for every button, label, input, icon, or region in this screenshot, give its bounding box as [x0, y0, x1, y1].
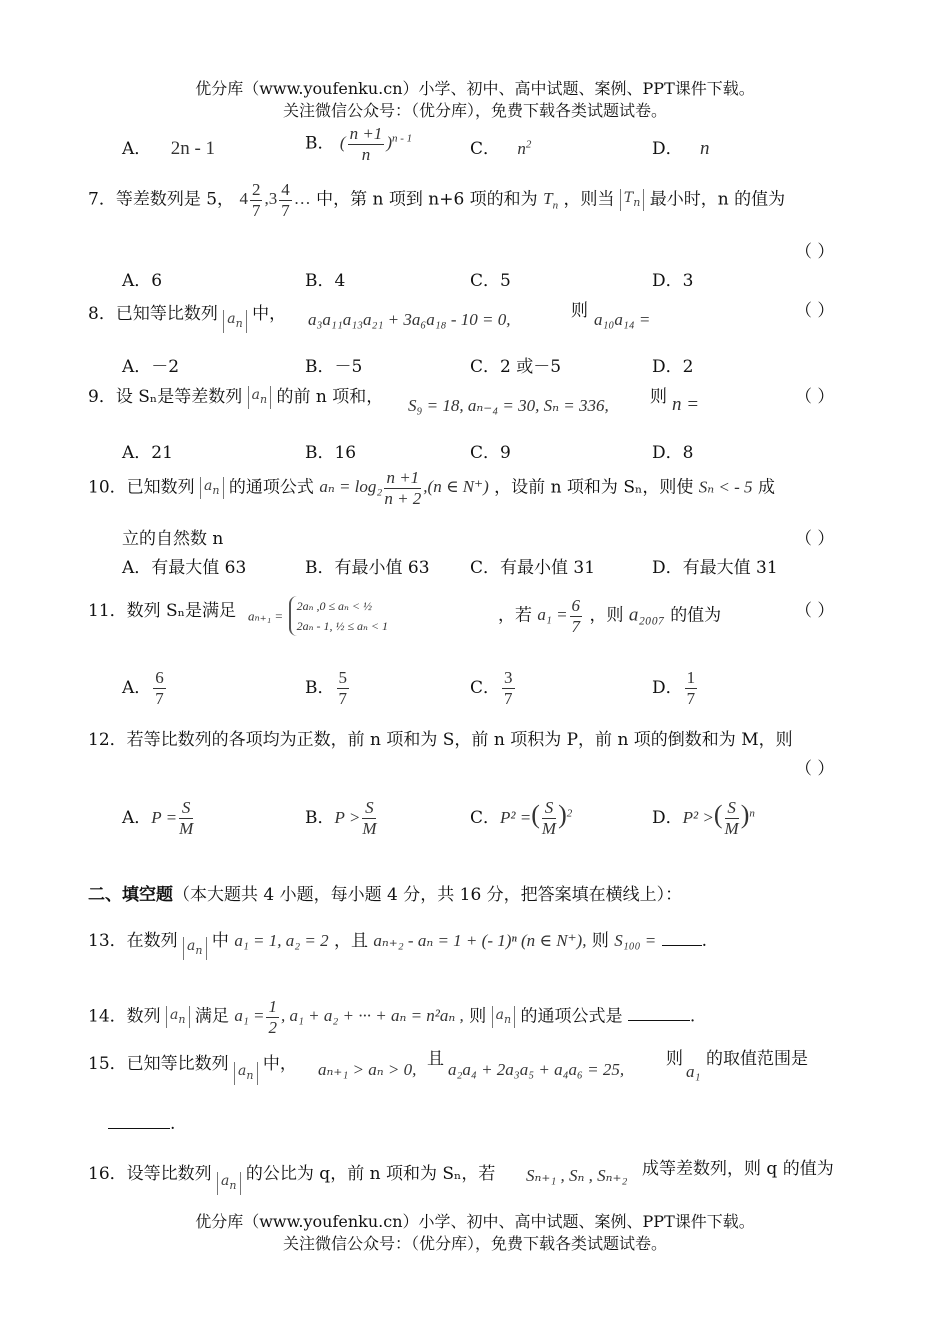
- fraction-numerator: 1: [268, 997, 277, 1016]
- fraction-denominator: M: [362, 819, 377, 838]
- math-var: a: [495, 1006, 504, 1023]
- q6-option-b-math: ( $\frac{n +1}{n}$ )$^{n - 1}$: [339, 124, 413, 164]
- q13-text-a: 13．在数列: [88, 930, 178, 951]
- option-label: A．: [122, 808, 152, 828]
- q14-answer-blank[interactable]: [628, 1020, 690, 1021]
- math-var: a: [238, 1063, 247, 1079]
- q15-and: 且: [427, 1049, 444, 1069]
- page-header: [0, 78, 950, 122]
- math-var: n: [517, 139, 526, 158]
- q9-text-b: 的前 n 项和，: [276, 387, 384, 407]
- q7-text-c: ，则当: [563, 189, 615, 210]
- q9-target: [672, 394, 699, 416]
- fraction-numerator: 1: [686, 668, 696, 687]
- q11-option-d: [652, 668, 699, 709]
- q6-option-a: [122, 134, 215, 160]
- fraction-numerator: 6: [155, 668, 164, 687]
- q15-f2-line: [448, 1060, 624, 1080]
- q8-option-c: C．2 或－5: [470, 357, 562, 377]
- q12-answer-paren: （ ）: [795, 759, 835, 779]
- q16-f-line: [526, 1166, 627, 1186]
- exponent: 2: [525, 138, 532, 151]
- option-label: A．: [122, 139, 152, 159]
- subscript: n: [195, 943, 203, 957]
- q13-text-b: 中: [211, 930, 229, 951]
- q13-f2: aₙ₊₂ - aₙ = 1 + (- 1)ⁿ (n ∈ N⁺),: [373, 930, 587, 950]
- q8-formula-line: [308, 310, 510, 330]
- q7-abs-Tn: [620, 189, 644, 212]
- option-label: B．: [305, 808, 335, 828]
- q10-option-c: C．有最小值 31: [470, 558, 596, 578]
- q8-text-b: 中，: [252, 303, 287, 324]
- q15-f1-line: [318, 1060, 416, 1080]
- q8-text-a: 8．已知等比数列: [88, 303, 218, 324]
- q10-option-d: D．有最大值 31: [652, 558, 778, 578]
- q6-option-c: [470, 134, 531, 159]
- q9-target-math: n =: [672, 394, 700, 415]
- q14-text-b: 满足: [194, 1006, 229, 1027]
- q8-then: 则: [571, 301, 588, 321]
- q7-option-d: D．3: [652, 271, 694, 291]
- fraction-denominator: M: [541, 819, 557, 838]
- q14-seq-an-2: [492, 1006, 515, 1029]
- q15-answer-blank[interactable]: [108, 1128, 170, 1129]
- fraction-numerator: S: [542, 798, 556, 819]
- q13-f1: a₁ = 1, a₂ = 2: [234, 930, 329, 950]
- q10-answer-paren: （ ）: [795, 529, 835, 549]
- subscript: n: [229, 1178, 237, 1192]
- q7-answer-paren: （ ）: [795, 242, 835, 262]
- question-15: [88, 1044, 297, 1085]
- q6-option-c-math: [517, 139, 531, 158]
- q14-text-c: 的通项公式是: [520, 1006, 623, 1027]
- q10-seq-an: [200, 477, 223, 500]
- q15-target-line: [686, 1062, 700, 1082]
- q6-option-a-math: 2n - 1: [170, 138, 216, 159]
- math-var: T: [623, 189, 634, 206]
- subscript: n: [178, 1012, 186, 1026]
- q15-text-a: 15．已知等比数列: [88, 1053, 229, 1074]
- q10-text-a: 10．已知数列: [88, 477, 195, 498]
- q8-target: [594, 310, 650, 330]
- whole: ,3: [264, 189, 278, 209]
- formula-rest: , a₁ + a₂ + ··· + aₙ = n²aₙ ,: [280, 1006, 464, 1026]
- q16-seq-an: [217, 1172, 240, 1195]
- q8-formula: a₃a₁₁a₁₃a₂₁ + 3a₆a₁₈ - 10 = 0,: [308, 310, 511, 329]
- fraction-denominator: M: [724, 819, 739, 838]
- math-var: a: [227, 311, 236, 327]
- question-10: [88, 468, 775, 509]
- subscript: n: [235, 316, 243, 330]
- math-var: T: [543, 189, 553, 209]
- formula-lhs: aₙ = log₂: [319, 477, 383, 497]
- q7-option-c: C．5: [470, 271, 511, 291]
- q15-end: .: [170, 1114, 176, 1134]
- q12-option-c: C．P² =( $\frac{S}{M}$ )$^2$: [470, 798, 573, 838]
- section-2-title: 二、填空题: [88, 885, 173, 905]
- q15-target: a₁: [686, 1062, 701, 1081]
- exponent: n: [749, 807, 755, 820]
- subscript: n: [633, 195, 641, 209]
- q8-option-b: B．－5: [305, 357, 363, 377]
- fraction-denominator: 7: [571, 617, 581, 636]
- subscript: n: [503, 1012, 512, 1026]
- q15-f1: aₙ₊₁ > aₙ > 0,: [318, 1060, 417, 1079]
- math-var: a: [187, 938, 196, 954]
- fraction-numerator: 4: [281, 180, 290, 199]
- q11-option-c: [470, 668, 517, 709]
- exponent: n - 1: [391, 132, 413, 145]
- option-label: C．: [470, 139, 501, 159]
- question-7: [88, 180, 785, 221]
- q10-text-b: 的通项公式: [228, 477, 314, 498]
- q9-answer-paren: （ ）: [795, 387, 835, 407]
- q7-text-a: 7．等差数列是 5，: [88, 189, 235, 210]
- q10-option-a: A．有最大值 63: [122, 558, 247, 578]
- whole: 4: [239, 189, 248, 209]
- q15-text-b: 中，: [262, 1053, 297, 1074]
- q8-answer-paren: （ ）: [795, 301, 835, 321]
- q16-f: Sₙ₊₁ , Sₙ , Sₙ₊₂: [526, 1166, 628, 1185]
- q7-option-a: A．6: [122, 271, 163, 291]
- q7-mixed-numbers: [239, 180, 311, 220]
- q16-text-a: 16．设等比数列: [88, 1163, 212, 1184]
- option-label: A．: [122, 678, 152, 698]
- q10-formula: [319, 468, 489, 508]
- q11-cases: [289, 596, 388, 636]
- section-2-heading: [88, 880, 682, 905]
- fraction-denominator: 2: [268, 1018, 277, 1037]
- question-12: 12．若等比数列的各项均为正数，前 n 项和为 S，前 n 项积为 P，前 n 项的倒数和为 M，则: [88, 730, 793, 750]
- formula-lhs: P =: [151, 808, 178, 827]
- option-label: C．: [470, 678, 501, 698]
- fraction-numerator: 2: [251, 180, 261, 199]
- q12-option-b: [305, 798, 378, 839]
- q9-then: 则: [650, 387, 667, 407]
- fraction-denominator: 7: [281, 201, 290, 220]
- question-8: [88, 296, 286, 333]
- q11-case-1: 2aₙ ,0 ≤ aₙ < ½: [296, 599, 373, 613]
- exponent: 2: [566, 807, 573, 820]
- q14-end: .: [689, 1006, 696, 1027]
- q15-then: 则: [666, 1049, 683, 1069]
- q8-option-d: D．2: [652, 357, 694, 377]
- math-var: a: [251, 387, 260, 404]
- fraction-numerator: 3: [504, 668, 513, 687]
- footer-line-2: 关注微信公众号：（优分库），免费下载各类试题试卷。: [282, 1234, 667, 1253]
- q9-option-b: B．16: [305, 443, 357, 463]
- q13-then: 则: [591, 930, 609, 951]
- formula-lhs: a₁ =: [234, 1006, 265, 1026]
- q10-text-d: 成: [757, 477, 775, 498]
- option-label: D．: [652, 678, 683, 698]
- formula-lhs: a₁ =: [537, 605, 568, 625]
- q13-target: S₁₀₀ =: [614, 930, 657, 950]
- question-9: [88, 382, 383, 409]
- q6-option-b: [305, 124, 412, 165]
- q14-then: 则: [469, 1006, 487, 1027]
- q13-seq-an: [183, 937, 206, 960]
- q12-option-a: [122, 798, 195, 839]
- fraction-denominator: 7: [686, 689, 696, 708]
- q10-text-c: ，设前 n 项和为 Sₙ，则使: [494, 477, 694, 498]
- q7-option-b: B．4: [305, 271, 346, 291]
- subscript: n: [212, 483, 220, 497]
- q8-target-math: a₁₀a₁₄ =: [594, 310, 651, 329]
- q11-a1: [537, 596, 584, 636]
- q13-answer-blank[interactable]: [662, 945, 702, 946]
- fraction-denominator: 7: [251, 201, 261, 220]
- q15-f2: a₂a₄ + 2a₃a₅ + a₄a₆ = 25,: [448, 1060, 625, 1079]
- q8-seq-an: [223, 310, 246, 333]
- q9-option-d: D．8: [652, 443, 694, 463]
- subscript: n: [552, 199, 559, 212]
- subscript: n: [260, 392, 268, 406]
- q9-text-a: 9．设 Sₙ是等差数列: [88, 387, 243, 407]
- q11-text-d: 的值为: [670, 605, 722, 626]
- header-line-1: 优分库（www.youfenku.cn）小学、初中、高中试题、案例、PPT课件下载。: [195, 79, 755, 98]
- header-line-2: 关注微信公众号：（优分库），免费下载各类试题试卷。: [282, 101, 667, 120]
- q15-text-c: 的取值范围是: [706, 1049, 808, 1069]
- q11-tail: [498, 596, 721, 637]
- q9-formula: S₉ = 18, aₙ₋₄ = 30, Sₙ = 336,: [408, 396, 609, 415]
- fraction-denominator: n + 2: [384, 489, 422, 508]
- fraction-denominator: 7: [155, 689, 164, 708]
- q11-text-a: 11．数列 Sₙ是满足: [88, 601, 237, 621]
- fraction-numerator: S: [179, 798, 193, 819]
- fraction-denominator: 7: [338, 689, 347, 708]
- formula-condition: ,(n ∈ N⁺): [423, 477, 489, 497]
- q11-option-b: [305, 668, 351, 709]
- q15-seq-an: [234, 1062, 257, 1085]
- q9-formula-line: [408, 396, 609, 416]
- option-label: D．: [652, 139, 683, 159]
- q16-text-c: 成等差数列，则 q 的值为: [642, 1159, 834, 1179]
- fraction-numerator: n +1: [384, 468, 421, 489]
- q11-lhs: aₙ₊₁ =: [248, 608, 284, 624]
- math-var: a: [204, 477, 213, 494]
- option-label: B．: [305, 678, 335, 698]
- section-2-desc: （本大题共 4 小题，每小题 4 分，共 16 分，把答案填在横线上）：: [173, 885, 683, 905]
- q9-option-c: C．9: [470, 443, 511, 463]
- fraction-denominator: n: [361, 145, 371, 164]
- page-footer: [0, 1211, 950, 1255]
- ellipsis: …: [293, 189, 311, 209]
- q11-answer-paren: （ ）: [795, 601, 835, 621]
- q13-text-c: ，且: [333, 930, 368, 951]
- footer-line-1: 优分库（www.youfenku.cn）小学、初中、高中试题、案例、PPT课件下载。: [195, 1212, 755, 1231]
- q6-option-d-math: n: [700, 138, 710, 159]
- q12-option-d: D．P² >( $\frac{S}{M}$ )$^n$: [652, 798, 755, 838]
- formula-lhs: P² =: [500, 808, 532, 827]
- q10-line-2: 立的自然数 n: [122, 529, 224, 549]
- q11-option-a: [122, 668, 168, 709]
- fraction-numerator: n +1: [349, 124, 383, 143]
- question-14: [88, 997, 695, 1038]
- q8-option-a: A．－2: [122, 357, 180, 377]
- q9-seq-an: [248, 386, 271, 409]
- option-label: D．: [652, 808, 683, 828]
- option-label: B．: [305, 133, 335, 154]
- q16-text-b: 的公比为 q，前 n 项和为 Sₙ，若: [245, 1163, 496, 1184]
- option-label: C．: [470, 808, 501, 828]
- q7-text-d: 最小时，n 的值为: [649, 189, 786, 210]
- math-var: a: [170, 1006, 179, 1023]
- fraction-denominator: 7: [504, 689, 513, 708]
- q11-text-b: ，若: [498, 605, 532, 626]
- q14-formula: [234, 997, 464, 1037]
- math-var: a: [221, 1173, 230, 1189]
- q9-option-a: A．21: [122, 443, 173, 463]
- q10-ineq: Sₙ < - 5: [698, 477, 753, 497]
- formula-lhs: P² >: [682, 808, 714, 827]
- q11-target: a₂₀₀₇: [628, 604, 665, 626]
- q15-answer-line: [108, 1114, 175, 1134]
- q11-text-c: ，则: [589, 605, 624, 626]
- q11-case-2: 2aₙ - 1, ½ ≤ aₙ < 1: [296, 619, 388, 633]
- fraction-numerator: S: [725, 798, 739, 819]
- q7-text-b: 中，第 n 项到 n+6 项的和为: [316, 189, 538, 210]
- formula-lhs: P >: [334, 808, 361, 827]
- q14-text-a: 14．数列: [88, 1006, 161, 1027]
- fraction-numerator: 6: [571, 596, 581, 615]
- q7-Tn: [543, 189, 559, 212]
- q11-piecewise: [248, 596, 388, 636]
- fraction-denominator: M: [179, 819, 194, 838]
- question-11: [88, 596, 236, 621]
- q6-option-d: [652, 134, 710, 160]
- fraction-numerator: 5: [338, 668, 347, 687]
- subscript: n: [246, 1068, 254, 1082]
- q14-seq-an: [166, 1006, 189, 1029]
- question-16: [88, 1154, 495, 1195]
- q10-option-b: B．有最小值 63: [305, 558, 430, 578]
- question-13: [88, 923, 707, 960]
- fraction-numerator: S: [362, 798, 376, 819]
- q13-end: .: [701, 930, 708, 951]
